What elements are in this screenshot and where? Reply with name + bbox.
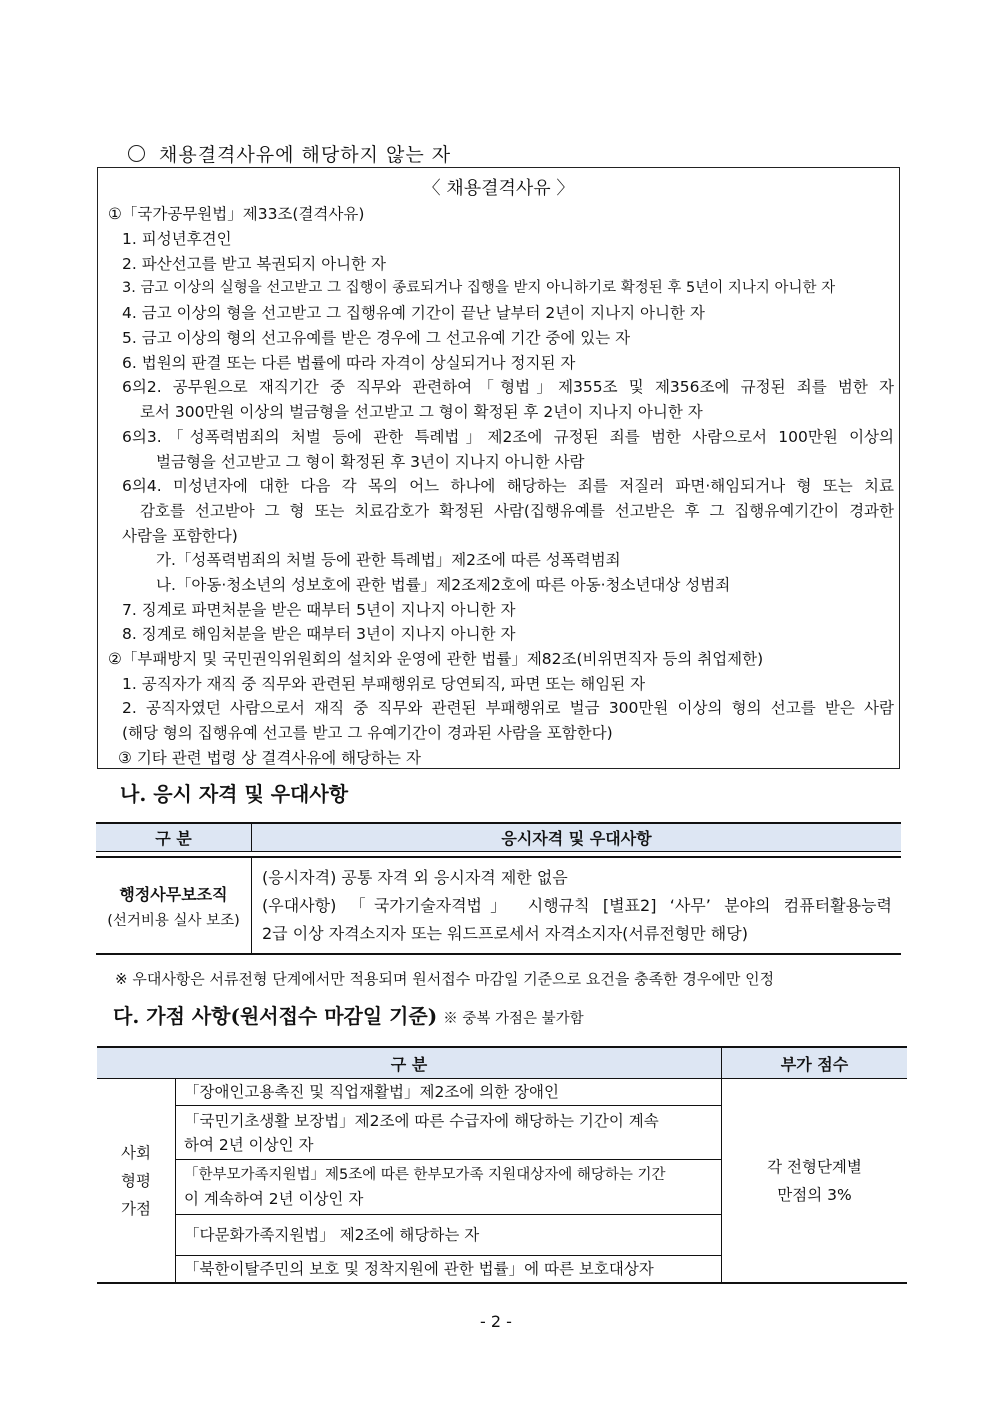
table-row [96, 857, 901, 954]
section-heading-disqualification [128, 140, 451, 167]
section-heading-bonus-text: 다. 가점 사항(원서접수 마감일 기준) [113, 1004, 438, 1028]
list-item: 2. 공직자였던 사람으로서 재직 중 직무와 관련된 부패행위로 벌금 300만원 이상의 형의 선고를 받은 사람 [122, 699, 894, 717]
job-subtitle: (선거비용 실사 보조) [107, 912, 240, 929]
list-item: 1. 피성년후견인 [122, 230, 232, 248]
circle-bullet-icon [128, 145, 145, 162]
sub-item: 가.「성폭력범죄의 처벌 등에 관한 특례법」제2조에 따른 성폭력범죄 [156, 551, 621, 569]
list-item: 1. 공직자가 재직 중 직무와 관련된 부패행위로 당연퇴직, 파면 또는 해임된 자 [122, 675, 646, 693]
score-text: 각 전형단계별 [767, 1157, 862, 1176]
list-item: 3. 금고 이상의 실형을 선고받고 그 집행이 종료되거나 집행을 받지 아니하기로 확정된 후 5년이 지나지 아니한 자 [122, 280, 836, 296]
law-item-1: ①「국가공무원법」제33조(결격사유) [108, 205, 365, 223]
qualification-table [96, 822, 901, 955]
qualification-line: (응시자격) 공통 자격 외 응시자격 제한 없음 [262, 867, 568, 887]
category-text: 형평 [121, 1171, 151, 1190]
table-header-category: 구 분 [96, 823, 252, 852]
table-header-category: 구 분 [97, 1047, 722, 1079]
preference-line-cont: 2급 이상 자격소지자 또는 워드프로세서 자격소지자(서류전형만 해당) [262, 923, 748, 943]
list-item: 7. 징계로 파면처분을 받은 때부터 5년이 지나지 아니한 자 [122, 601, 516, 619]
list-item: 6. 법원의 판결 또는 다른 법률에 따라 자격이 상실되거나 정지된 자 [122, 354, 576, 372]
section-heading-bonus-note: ※ 중복 가점은 불가함 [443, 1011, 584, 1027]
list-item-cont: 감호를 선고받아 그 형 또는 치료감호가 확정된 사람(집행유예를 선고받은 후 그 집행유예기간이 경과한 [140, 502, 894, 520]
preference-line: (우대사항) 「국가기술자격법」 시행규칙 [별표2] ‘사무’ 분야의 컴퓨터활용능력 [262, 895, 892, 915]
bonus-item-text: 하여 2년 이상인 자 [184, 1135, 314, 1154]
list-item: 8. 징계로 해임처분을 받은 때부터 3년이 지나지 아니한 자 [122, 625, 516, 643]
section-heading-bonus [113, 1000, 584, 1029]
bonus-item-text: 「다문화가족지원법」 제2조에 해당하는 자 [184, 1226, 480, 1244]
list-item-cont: 사람을 포함한다) [122, 527, 238, 545]
section-heading-text: 채용결격사유에 해당하지 않는 자 [159, 144, 452, 166]
job-name: 행정사무보조직 [119, 884, 228, 904]
sub-item: 나.「아동·청소년의 성보호에 관한 법률」제2조제2호에 따른 아동·청소년대상 성범죄 [156, 576, 731, 594]
bonus-item-text: 「장애인고용촉진 및 직업재활법」제2조에 의한 장애인 [184, 1083, 560, 1101]
score-cell [722, 1079, 908, 1284]
list-item-cont: (해당 형의 집행유예 선고를 받고 그 유예기간이 경과된 사람을 포함한다) [122, 724, 613, 742]
list-item: 2. 파산선고를 받고 복권되지 아니한 자 [122, 255, 387, 273]
list-item: 6의2. 공무원으로 재직기간 중 직무와 관련하여「형법」제355조 및 제356조에 규정된 죄를 범한 자 [122, 378, 894, 396]
score-text: 만점의 3% [777, 1185, 852, 1204]
table-row [97, 1079, 907, 1106]
list-item: 6의4. 미성년자에 대한 다음 각 목의 어느 하나에 해당하는 죄를 저질러 파면·해임되거나 형 또는 치료 [122, 477, 894, 495]
disqualification-box [97, 167, 900, 769]
job-category-cell [96, 857, 252, 954]
bonus-item [176, 1160, 722, 1215]
bonus-item-text: 이 계속하여 2년 이상인 자 [184, 1190, 364, 1208]
preference-note: ※ 우대사항은 서류전형 단계에서만 적용되며 원서접수 마감일 기준으로 요건을 충족한 경우에만 인정 [115, 970, 775, 988]
list-item: 5. 금고 이상의 형의 선고유예를 받은 경우에 그 선고유예 기간 중에 있는 자 [122, 329, 631, 347]
category-text: 사회 [121, 1143, 151, 1162]
table-header-bonus: 부가 점수 [722, 1047, 908, 1079]
bonus-item [176, 1079, 722, 1106]
list-item-cont: 벌금형을 선고받고 그 형이 확정된 후 3년이 지나지 아니한 사람 [156, 453, 585, 471]
page-number: - 2 - [480, 1312, 512, 1331]
bonus-item [176, 1106, 722, 1160]
category-cell [97, 1079, 176, 1284]
list-item: 4. 금고 이상의 형을 선고받고 그 집행유예 기간이 끝난 날부터 2년이 지나지 아니한 자 [122, 304, 705, 322]
bonus-points-table [97, 1046, 907, 1284]
bonus-item [176, 1215, 722, 1256]
list-item-cont: 로서 300만원 이상의 벌금형을 선고받고 그 형이 확정된 후 2년이 지나지 아니한 자 [140, 403, 703, 421]
list-item: 6의3.「성폭력범죄의 처벌 등에 관한 특례법」제2조에 규정된 죄를 범한 사람으로서 100만원 이상의 [122, 428, 894, 446]
section-heading-qualification: 나. 응시 자격 및 우대사항 [120, 782, 349, 806]
table-header-qualification: 응시자격 및 우대사항 [252, 823, 902, 852]
law-item-2: ②「부패방지 및 국민권익위원회의 설치와 운영에 관한 법률」제82조(비위면직자 등의 취업제한) [108, 650, 764, 668]
law-item-3: ③ 기타 관련 법령 상 결격사유에 해당하는 자 [118, 749, 421, 767]
bonus-item-text: 「한부모가족지원법」제5조에 따른 한부모가족 지원대상자에 해당하는 기간 [184, 1167, 666, 1183]
bonus-item [176, 1256, 722, 1284]
bonus-item-text: 「북한이탈주민의 보호 및 정착지원에 관한 법률」에 따른 보호대상자 [184, 1260, 654, 1278]
bonus-item-text: 「국민기초생활 보장법」제2조에 따른 수급자에 해당하는 기간이 계속 [184, 1111, 659, 1130]
category-text: 가점 [121, 1199, 151, 1218]
qualification-cell [252, 857, 902, 954]
box-title: 〈 채용결격사유 〉 [422, 178, 575, 199]
